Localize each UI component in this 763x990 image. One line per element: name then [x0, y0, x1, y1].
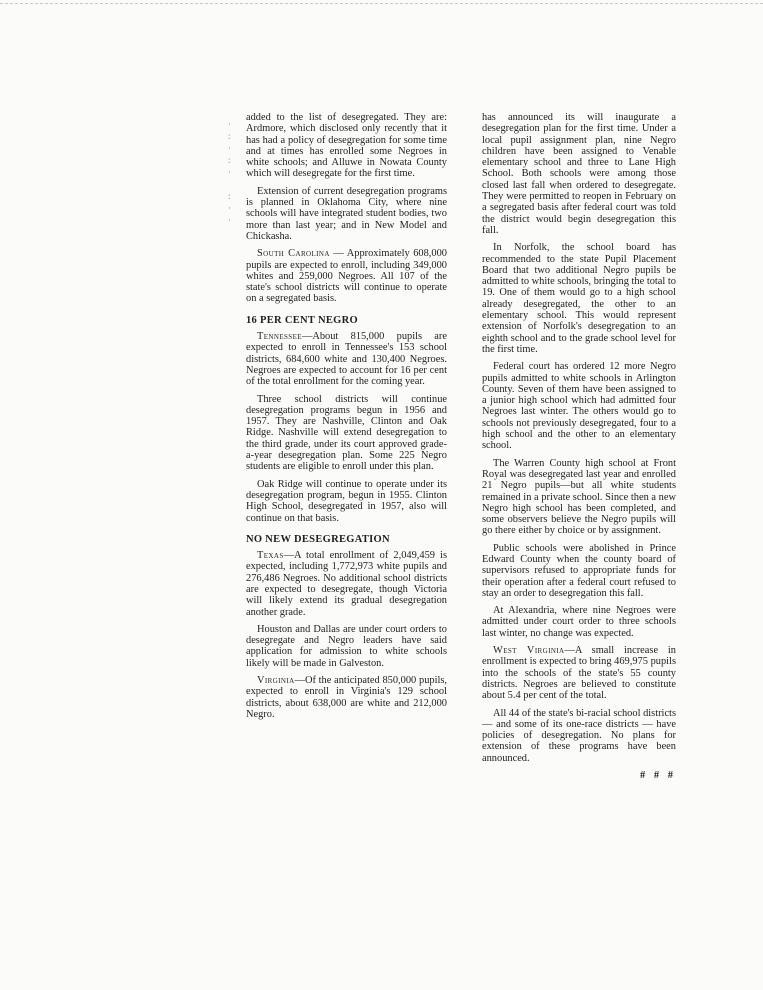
texas-text: —A total enrollment of 2,049,459 is expected, including 1,772,973 white pupils and 276,486 Negroes. No additional school districts are expected to desegregate, though Victoria will likely extend its gradual desegregation another grade. [246, 550, 447, 618]
state-name-west-virginia: West Virginia [493, 645, 565, 657]
section-heading-no-new-desegregation: NO NEW DESEGREGATION [246, 533, 390, 545]
virginia-text: —Of the anticipated 850,000 pupils, expected to enroll in Virginia's 129 school districts, about 638,000 are white and 212,000 Negro. [246, 675, 447, 720]
end-of-article-mark: # # # [640, 770, 676, 782]
texas-paragraph [246, 550, 447, 618]
houston-dallas-paragraph: Houston and Dallas are under court orders to desegregate and Negro leaders have said application for admission to white schools likely will be made in Galveston. [246, 623, 447, 669]
norfolk-paragraph: In Norfolk, the school board has recommended to the state Pupil Placement Board that two additional Negro pupils be admitted to white schools, bringing the total to 19. One of them would go to a high school already desegregated, the other to an elementary school. This would represent extension of Norfolk's desegregation to an eighth school and to the grade school level for the first time. [482, 242, 676, 355]
tennessee-districts-paragraph: Three school districts will continue desegregation programs begun in 1956 and 1957. They are Nashville, Clinton and Oak Ridge. Nashville will extend desegregation to the third grade, under its court approved grade-a-year desegregation plan. Some 225 Negro students are eligible to enroll under this plan. [246, 393, 447, 473]
section-heading-16-per-cent-negro: 16 PER CENT NEGRO [246, 314, 358, 326]
state-name-texas: Texas [257, 550, 284, 562]
south-carolina-paragraph [246, 248, 447, 304]
margin-speckle: · : · : · : · · [228, 119, 231, 225]
arlington-paragraph: Federal court has ordered 12 more Negro pupils admitted to white schools in Arlington County. Seven of them have been assigned to a junior high school which had admitted four Negroes last winter. The others would go to schools not previously desegregated, four to a high school and the other to an elementary school. [482, 361, 676, 452]
alexandria-paragraph: At Alexandria, where nine Negroes were admitted under court order to three schools last winter, no change was expected. [482, 605, 676, 639]
west-virginia-text: —A small increase in enrollment is expected to bring 469,975 pupils into the schools of the state's 55 county districts. Negroes are believed to constitute about 5.4 per cent of the total. [482, 645, 676, 702]
oklahoma-continued-paragraph: added to the list of desegregated. They are: Ardmore, which disclosed only recently that it has had a policy of desegregation for some time and at times has enrolled some Negroes in white schools; and Alluwe in Nowata County which will desegregate for the first time. [246, 112, 447, 180]
state-name-south-carolina: South Carolina [257, 248, 330, 260]
biracial-districts-paragraph: All 44 of the state's bi-racial school districts — and some of its one-race districts — have policies of desegregation. No plans for extension of these programs have been announced. [482, 707, 676, 764]
tennessee-paragraph [246, 331, 447, 387]
right-column [482, 112, 676, 781]
left-column [246, 112, 447, 726]
charlottesville-paragraph: has announced its will inaugurate a desegregation plan for the first time. Under a local pupil assignment plan, nine Negro children have been assigned to Venable elementary school and three to Lane High School. Both schools were among those closed last fall when ordered to desegregate. They were permitted to reopen in February on a segregated basis after federal court was told the district would begin desegregation this fall. [482, 112, 676, 236]
page-top-edge [0, 3, 763, 4]
state-name-tennessee: Tennessee [257, 331, 302, 343]
oak-ridge-paragraph: Oak Ridge will continue to operate under its desegregation program, begun in 1955. Clinton High School, desegregated in 1957, also will continue on that basis. [246, 478, 447, 524]
prince-edward-paragraph: Public schools were abolished in Prince Edward County when the county board of supervisors refused to appropriate funds for their operation after a federal court refused to stay an order to desegregation this fall. [482, 542, 676, 599]
virginia-paragraph [246, 675, 447, 720]
state-name-virginia: Virginia [257, 675, 295, 687]
warren-county-paragraph: The Warren County high school at Front Royal was desegregated last year and enrolled 21 Negro pupils—but all white students remained in a private school. Since then a new Negro high school has been completed, and some observers believe the Negro pupils will go there either by choice or by assignment. [482, 457, 676, 537]
oklahoma-extension-paragraph: Extension of current desegregation programs is planned in Oklahoma City, where nine schools will have integrated student bodies, two more than last year; and in New Model and Chickasha. [246, 185, 447, 242]
west-virginia-paragraph [482, 645, 676, 701]
south-carolina-text: — Approximately 608,000 pupils are expected to enroll, including 349,000 whites and 259,000 Negroes. All 107 of the state's school districts will continue to operate on a segregated basis. [246, 248, 447, 305]
tennessee-text: —About 815,000 pupils are expected to enroll in Tennessee's 153 school districts, 684,600 white and 130,400 Negroes. Negroes are expected to account for 16 per cent of the total enrollment for the coming year. [246, 331, 447, 388]
